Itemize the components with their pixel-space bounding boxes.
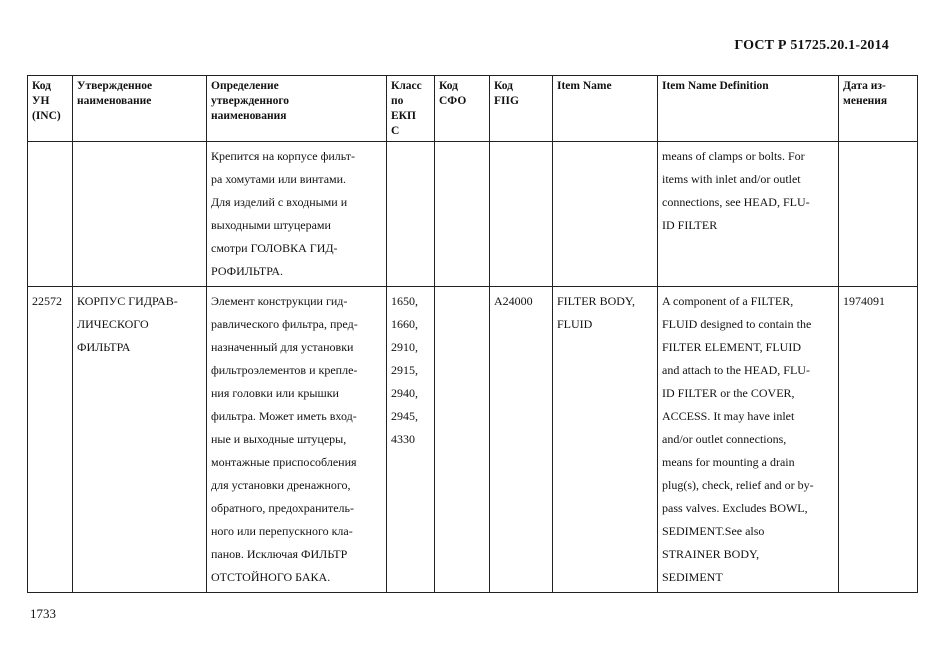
cell-line: фильтроэлементов и крепле- bbox=[211, 363, 358, 377]
cell-line: 2940, bbox=[391, 386, 418, 400]
cell-line: means for mounting a drain bbox=[662, 455, 795, 469]
header-line: Утвержденное bbox=[77, 80, 153, 92]
header-line: Класс bbox=[391, 80, 422, 92]
table-header-row bbox=[28, 76, 918, 142]
cell-line: and attach to the HEAD, FLU- bbox=[662, 363, 810, 377]
cell-line: Крепится на корпусе фильт- bbox=[211, 149, 356, 163]
cell-line: FILTER ELEMENT, FLUID bbox=[662, 340, 801, 354]
cell-line: means of clamps or bolts. For bbox=[662, 149, 805, 163]
cell-name-ru bbox=[73, 142, 207, 287]
header-line: Item Name Definition bbox=[662, 80, 769, 92]
column-header-ekps bbox=[387, 76, 435, 142]
cell-ekps bbox=[387, 287, 435, 593]
cell-line: ные и выходные штуцеры, bbox=[211, 432, 347, 446]
cell-line: STRAINER BODY, bbox=[662, 547, 760, 561]
table-row bbox=[28, 142, 918, 287]
cell-line: смотри ГОЛОВКА ГИД- bbox=[211, 241, 338, 255]
cell-line: FLUID designed to contain the bbox=[662, 317, 812, 331]
header-line: Дата из- bbox=[843, 80, 886, 92]
cell-item-def bbox=[658, 287, 839, 593]
cell-line: 22572 bbox=[32, 294, 62, 308]
cell-def-ru bbox=[207, 287, 387, 593]
cell-ekps bbox=[387, 142, 435, 287]
cell-line: фильтра. Может иметь вход- bbox=[211, 409, 357, 423]
cell-line: 2910, bbox=[391, 340, 418, 354]
cell-fiig bbox=[490, 142, 553, 287]
cell-line: выходными штуцерами bbox=[211, 218, 331, 232]
cell-line: КОРПУС ГИДРАВ- bbox=[77, 294, 178, 308]
catalog-table bbox=[27, 75, 918, 593]
cell-date bbox=[839, 287, 918, 593]
cell-name-ru bbox=[73, 287, 207, 593]
header-line: FIIG bbox=[494, 95, 519, 107]
header-line: ЕКП bbox=[391, 110, 416, 122]
cell-line: ОТСТОЙНОГО БАКА. bbox=[211, 570, 331, 584]
cell-item-name bbox=[553, 142, 658, 287]
cell-line: SEDIMENT bbox=[662, 570, 723, 584]
cell-line: монтажные приспособления bbox=[211, 455, 357, 469]
header-line: Код bbox=[494, 80, 514, 92]
header-line: Код bbox=[439, 80, 459, 92]
header-line: наименования bbox=[211, 110, 287, 122]
cell-def-ru bbox=[207, 142, 387, 287]
header-line: (INC) bbox=[32, 110, 61, 122]
column-header-inc bbox=[28, 76, 73, 142]
cell-line: 2915, bbox=[391, 363, 418, 377]
cell-line: панов. Исключая ФИЛЬТР bbox=[211, 547, 348, 561]
cell-line: FLUID bbox=[557, 317, 593, 331]
header-line: С bbox=[391, 125, 400, 137]
cell-item-def bbox=[658, 142, 839, 287]
cell-line: plug(s), check, relief and or by- bbox=[662, 478, 814, 492]
column-header-name-ru bbox=[73, 76, 207, 142]
cell-line: РОФИЛЬТРА. bbox=[211, 264, 284, 278]
cell-line: and/or outlet connections, bbox=[662, 432, 787, 446]
page-number: 1733 bbox=[30, 606, 56, 621]
cell-line: для установки дренажного, bbox=[211, 478, 351, 492]
cell-line: SEDIMENT.See also bbox=[662, 524, 765, 538]
cell-line: 1660, bbox=[391, 317, 418, 331]
header-line: менения bbox=[843, 95, 888, 107]
column-header-date bbox=[839, 76, 918, 142]
header-line: СФО bbox=[439, 95, 467, 107]
cell-line: ID FILTER bbox=[662, 218, 718, 232]
table-row bbox=[28, 287, 918, 593]
cell-sfo bbox=[435, 142, 490, 287]
cell-line: A component of a FILTER, bbox=[662, 294, 794, 308]
cell-line: ного или перепускного кла- bbox=[211, 524, 353, 538]
cell-line: Для изделий с входными и bbox=[211, 195, 348, 209]
cell-line: A24000 bbox=[494, 294, 533, 308]
column-header-fiig bbox=[490, 76, 553, 142]
header-line: по bbox=[391, 95, 404, 107]
table-body bbox=[28, 142, 918, 593]
cell-line: connections, see HEAD, FLU- bbox=[662, 195, 810, 209]
header-line: утвержденного bbox=[211, 95, 290, 107]
cell-line: items with inlet and/or outlet bbox=[662, 172, 801, 186]
cell-line: ра хомутами или винтами. bbox=[211, 172, 347, 186]
header-line: УН bbox=[32, 95, 50, 107]
cell-line: 1650, bbox=[391, 294, 418, 308]
cell-line: 1974091 bbox=[843, 294, 885, 308]
header-line: Код bbox=[32, 80, 52, 92]
standard-designation: ГОСТ Р 51725.20.1-2014 bbox=[734, 38, 889, 53]
cell-line: Элемент конструкции гид- bbox=[211, 294, 348, 308]
header-line: Определение bbox=[211, 80, 279, 92]
column-header-item-def bbox=[658, 76, 839, 142]
cell-date bbox=[839, 142, 918, 287]
cell-line: FILTER BODY, bbox=[557, 294, 636, 308]
cell-line: ACCESS. It may have inlet bbox=[662, 409, 795, 423]
cell-inc bbox=[28, 287, 73, 593]
cell-line: ID FILTER or the COVER, bbox=[662, 386, 795, 400]
column-header-sfo bbox=[435, 76, 490, 142]
cell-sfo bbox=[435, 287, 490, 593]
cell-fiig bbox=[490, 287, 553, 593]
cell-line: pass valves. Excludes BOWL, bbox=[662, 501, 808, 515]
column-header-item-name bbox=[553, 76, 658, 142]
header-line: Item Name bbox=[557, 80, 612, 92]
cell-line: 2945, bbox=[391, 409, 418, 423]
cell-line: 4330 bbox=[391, 432, 415, 446]
cell-line: равлического фильтра, пред- bbox=[211, 317, 358, 331]
cell-line: ния головки или крышки bbox=[211, 386, 339, 400]
column-header-def-ru bbox=[207, 76, 387, 142]
cell-line: ЛИЧЕСКОГО bbox=[77, 317, 149, 331]
cell-item-name bbox=[553, 287, 658, 593]
cell-line: ФИЛЬТРА bbox=[77, 340, 131, 354]
cell-line: обратного, предохранитель- bbox=[211, 501, 355, 515]
header-line: наименование bbox=[77, 95, 152, 107]
cell-line: назначенный для установки bbox=[211, 340, 354, 354]
cell-inc bbox=[28, 142, 73, 287]
